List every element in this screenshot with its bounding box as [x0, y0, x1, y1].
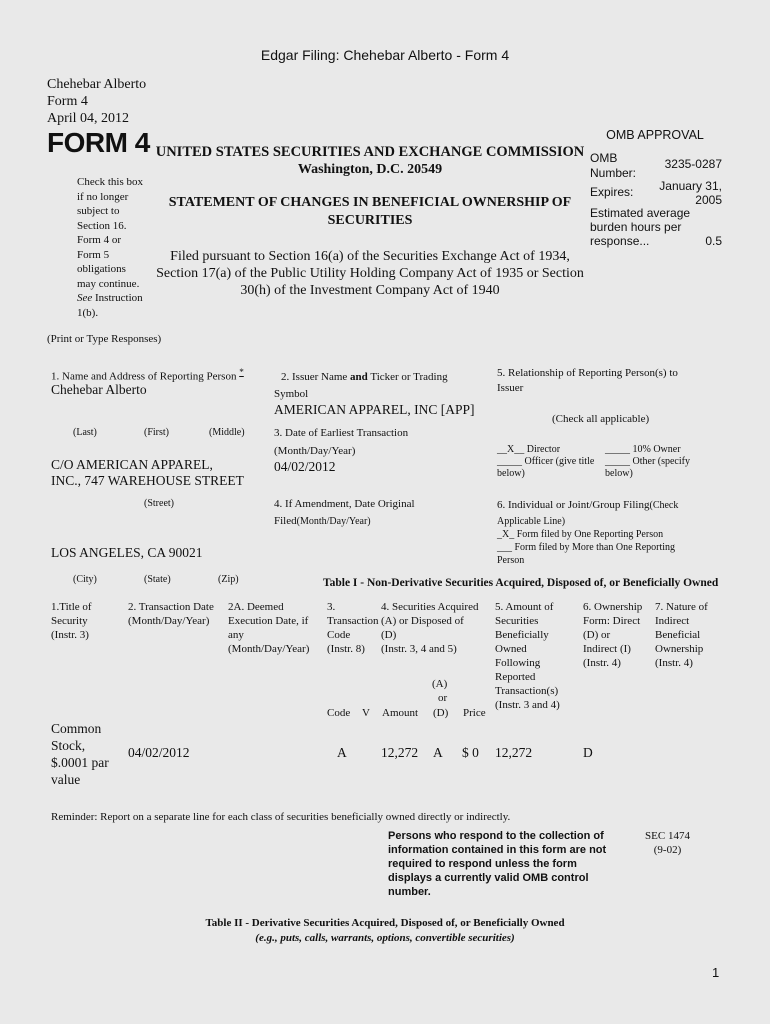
see-word: See: [77, 292, 93, 304]
form-label: FORM 4: [47, 127, 150, 158]
checkbox-note-line: if no longer: [77, 190, 129, 203]
box6-label-2: Applicable Line): [497, 516, 566, 527]
sub-aod-3: (D): [433, 707, 449, 719]
burden-label: Estimated average: [590, 206, 691, 220]
header-line: Transaction: [327, 615, 379, 627]
box6-label-text: 6. Individual or Joint/Group Filing: [497, 499, 650, 511]
box4-label: 4. If Amendment, Date Original: [274, 498, 415, 510]
director-option: __X__ Director: [497, 444, 561, 455]
table1-col-amount-owned: [495, 600, 560, 712]
street-line-1: C/O AMERICAN APPAREL,: [51, 457, 213, 472]
city-state-zip: LOS ANGELES, CA 90021: [51, 545, 203, 560]
filer-name: Chehebar Alberto: [47, 77, 147, 92]
filing-option-more: ___ Form filed by More than One Reporting: [497, 542, 676, 553]
header-line: (Instr. 8): [327, 643, 365, 655]
row-owned: 12,272: [495, 745, 533, 760]
table1-col-code: [327, 600, 379, 656]
city-label: (City): [73, 574, 97, 585]
last-label: (Last): [73, 427, 97, 438]
instruction-word: Instruction: [95, 292, 143, 304]
filing-option-more-2: Person: [497, 555, 525, 566]
other-option-2: below): [605, 468, 633, 479]
box1-label: [51, 367, 244, 383]
reminder-note: Reminder: Report on a separate line for each class of securities beneficially owned directly or indirectly.: [51, 811, 511, 823]
omb-approval-title: OMB APPROVAL: [606, 128, 704, 142]
persons-note-line: number.: [388, 886, 431, 898]
checkbox-note-line: 1(b).: [77, 306, 99, 319]
reporting-person-name: Chehebar Alberto: [51, 382, 147, 397]
filed-line: 30(h) of the Investment Company Act of 1940: [240, 283, 500, 298]
header-line: 6. Ownership: [583, 601, 643, 613]
checkbox-note-line: Form 4 or: [77, 234, 121, 246]
table1-col-deemed-date: [228, 600, 309, 656]
sub-aod-1: (A): [432, 678, 448, 690]
security-title-line: value: [51, 772, 81, 787]
page-number: 1: [712, 965, 720, 980]
header-line: (Instr. 3): [51, 629, 89, 641]
header-line: 4. Securities Acquired: [381, 601, 479, 613]
filed-line: Section 17(a) of the Public Utility Holding Company Act of 1935 or Section: [156, 266, 584, 281]
header-line: Owned: [495, 643, 527, 655]
expires-label: Expires:: [590, 185, 634, 199]
box5-label: 5. Relationship of Reporting Person(s) to: [497, 367, 678, 379]
checkbox-note-line: subject to: [77, 205, 120, 217]
sec-number-line: (9-02): [653, 844, 682, 856]
table1-col-transaction-date: [128, 600, 214, 628]
box6-check: (Check: [649, 500, 679, 511]
table2-title: Table II - Derivative Securities Acquired, Disposed of, or Beneficially Owned: [205, 917, 565, 929]
table1-col-security: [51, 600, 92, 642]
checkbox-note-line: Form 5: [77, 248, 110, 261]
filing-option-one: _X_ Form filed by One Reporting Person: [497, 529, 664, 540]
header-line: 2. Transaction Date: [128, 601, 214, 613]
box2-label-text: 2. Issuer Name: [281, 371, 348, 383]
header-line: (A) or Disposed of: [381, 615, 464, 627]
box1-star: *: [239, 367, 244, 377]
filing-date: April 04, 2012: [47, 111, 130, 126]
header-line: 3.: [327, 601, 336, 613]
row-code: A: [337, 745, 347, 760]
commission-title: UNITED STATES SECURITIES AND EXCHANGE COMMISSION: [155, 144, 585, 160]
header-line: any: [228, 629, 244, 641]
box2-symbol-label: Symbol: [274, 388, 309, 400]
expires-date: January 31,: [659, 179, 722, 193]
row-transaction-date: 04/02/2012: [128, 745, 190, 760]
header-line: 5. Amount of: [495, 601, 554, 613]
persons-note-line: required to respond unless the form: [388, 858, 577, 870]
security-title-line: $.0001 par: [51, 755, 109, 770]
persons-note-line: displays a currently valid OMB control: [388, 872, 589, 884]
row-price: $ 0: [462, 745, 479, 760]
checkbox-note-line: may continue.: [77, 277, 140, 290]
box2-label-text-2: Ticker or Trading: [370, 371, 448, 383]
table2-subtitle: (e.g., puts, calls, warrants, options, convertible securities): [255, 932, 515, 944]
burden-label-2: burden hours per: [590, 220, 682, 234]
expires-year: 2005: [695, 193, 722, 207]
header-line: (Instr. 3, 4 and 5): [381, 643, 457, 655]
table1-col-nature: [655, 600, 708, 670]
header-line: (D): [381, 629, 397, 641]
row-ownership-form: D: [583, 745, 593, 760]
officer-option-2: below): [497, 468, 525, 479]
table1-col-acquired: [381, 600, 478, 656]
filed-line: Filed pursuant to Section 16(a) of the Securities Exchange Act of 1934,: [170, 249, 570, 264]
header-line: 2A. Deemed: [228, 601, 284, 613]
header-line: (Instr. 3 and 4): [495, 699, 560, 711]
header-line: Code: [327, 629, 351, 641]
sub-code: Code: [327, 707, 351, 719]
box4-date-format: (Month/Day/Year): [296, 516, 371, 527]
header-line: 1.Title of: [51, 601, 92, 613]
box3-label-2: (Month/Day/Year): [274, 445, 356, 457]
form-type: Form 4: [47, 94, 88, 109]
table1-title: Table I - Non-Derivative Securities Acquired, Disposed of, or Beneficially Owned: [323, 577, 719, 589]
header-line: Ownership: [655, 643, 704, 655]
officer-option: _____ Officer (give title: [497, 456, 595, 467]
table-row: [51, 720, 109, 788]
statement-title: STATEMENT OF CHANGES IN BENEFICIAL OWNERSHIP OF: [168, 195, 572, 210]
earliest-transaction-date: 04/02/2012: [274, 459, 336, 474]
other-option: _____ Other (specify: [605, 456, 690, 467]
header-line: Beneficial: [655, 629, 701, 641]
middle-label: (Middle): [209, 427, 245, 438]
box2-label: [281, 371, 448, 383]
box4-label-2: [274, 515, 371, 527]
security-title-line: Stock,: [51, 738, 86, 753]
header-line: Security: [51, 615, 88, 627]
header-line: Execution Date, if: [228, 615, 309, 627]
sub-aod-2: or: [438, 692, 448, 704]
header-line: Reported: [495, 671, 536, 683]
burden-value: 0.5: [705, 234, 722, 248]
checkbox-note-line: Section 16.: [77, 219, 127, 232]
ten-percent-owner-option: _____ 10% Owner: [605, 444, 681, 455]
box2-and: and: [350, 371, 368, 383]
commission-location: Washington, D.C. 20549: [297, 162, 443, 177]
persons-note: [388, 829, 628, 899]
persons-note-line: Persons who respond to the collection of: [388, 830, 604, 842]
sec-number-line: SEC 1474: [645, 830, 690, 842]
page-header: Edgar Filing: Chehebar Alberto - Form 4: [260, 47, 510, 63]
header-line: (Month/Day/Year): [228, 643, 310, 655]
header-line: (D) or: [583, 629, 611, 641]
box6-label: [497, 499, 678, 511]
header-line: Indirect (I): [583, 643, 631, 655]
sub-v: V: [362, 707, 370, 719]
header-line: Transaction(s): [495, 685, 559, 697]
box1-label-text: 1. Name and Address of Reporting Person: [51, 370, 237, 383]
persons-note-line: information contained in this form are not: [388, 844, 607, 856]
print-note: (Print or Type Responses): [47, 333, 162, 345]
header-line: (Instr. 4): [655, 657, 693, 669]
header-line: 7. Nature of: [655, 601, 708, 613]
check-all-applicable: (Check all applicable): [552, 413, 650, 425]
street-line-2: INC., 747 WAREHOUSE STREET: [51, 473, 244, 488]
security-title-line: Common: [51, 721, 102, 736]
sub-price: Price: [463, 707, 486, 719]
issuer-name: AMERICAN APPAREL, INC [APP]: [274, 402, 475, 417]
sec-number: [640, 829, 695, 857]
filed-pursuant: [140, 248, 600, 299]
street-label: (Street): [144, 498, 174, 509]
table1-col-ownership-form: [583, 600, 642, 670]
omb-number-label: OMB: [590, 151, 618, 165]
state-label: (State): [144, 574, 171, 585]
box5-label-2: Issuer: [497, 382, 524, 394]
box3-label: 3. Date of Earliest Transaction: [274, 427, 409, 439]
header-line: Form: Direct: [583, 615, 641, 627]
burden-label-3: response...: [590, 234, 650, 248]
header-line: (Instr. 4): [583, 657, 621, 669]
row-aod: A: [433, 745, 443, 760]
checkbox-note-line: Check this box: [77, 176, 143, 188]
header-line: Securities: [495, 615, 539, 627]
header-line: Following: [495, 657, 541, 669]
header-line: Beneficially: [495, 629, 549, 641]
header-line: Indirect: [655, 615, 690, 627]
box4-filed: Filed: [274, 515, 297, 527]
first-label: (First): [144, 427, 169, 438]
omb-number: 3235-0287: [664, 157, 722, 171]
sub-amount: Amount: [382, 707, 419, 719]
statement-title-2: SECURITIES: [327, 213, 413, 228]
omb-number-label-2: Number:: [590, 166, 637, 180]
zip-label: (Zip): [218, 574, 239, 585]
header-line: (Month/Day/Year): [128, 615, 210, 627]
row-amount: 12,272: [381, 745, 419, 760]
checkbox-note-line: obligations: [77, 263, 126, 275]
